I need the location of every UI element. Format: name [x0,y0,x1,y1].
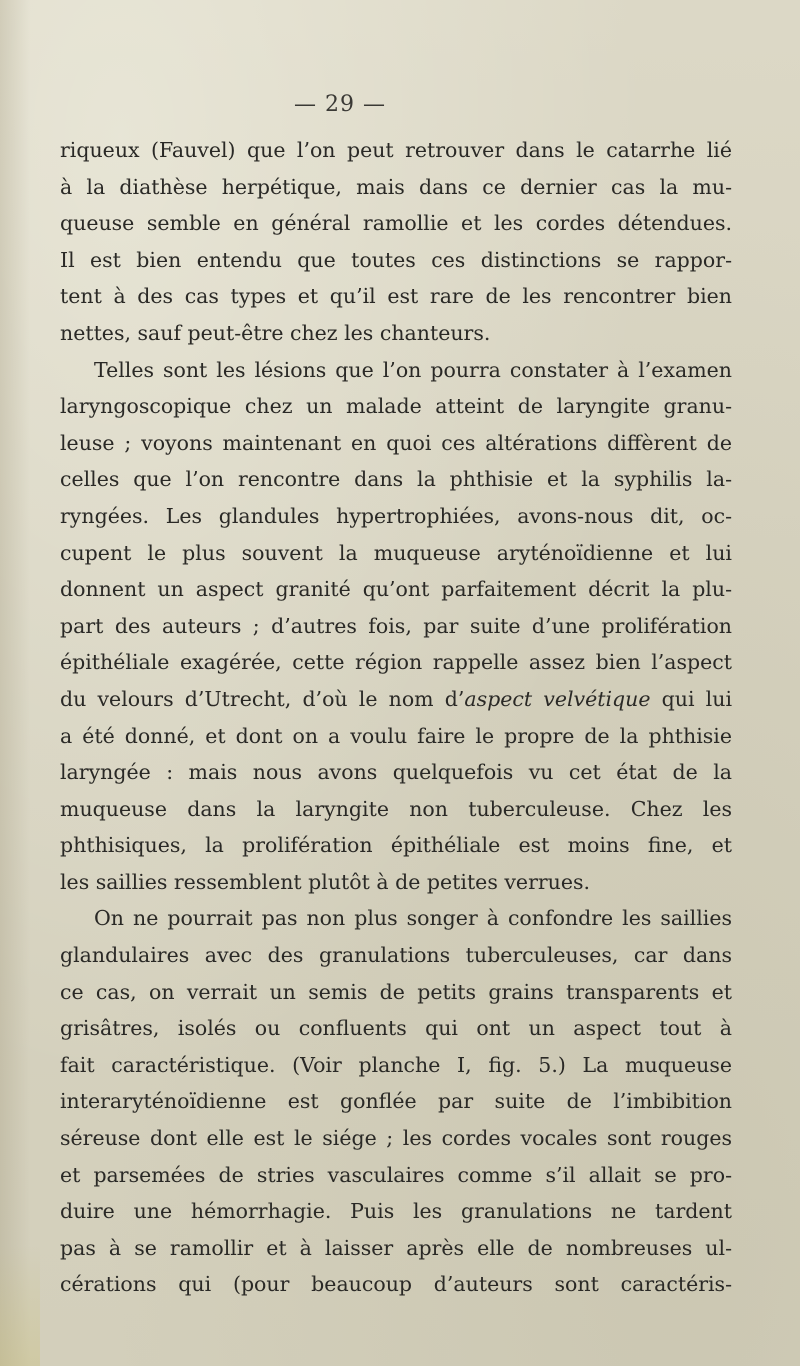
line-text: ce cas, on verrait un semis de petits grains transparents et [60,979,732,1004]
text-line [60,352,732,389]
line-text: donnent un aspect granité qu’ont parfaitement décrit la plu- [60,577,732,602]
line-text: grisâtres, isolés ou confluents qui ont un aspect tout à [60,1016,732,1041]
line-text: riqueux (Fauvel) que l’on peut retrouver dans le catarrhe lié [60,138,732,162]
line-text: à la diathèse herpétique, mais dans ce dernier cas la mu- [60,174,732,199]
line-text: On ne pourrait pas non plus songer à confondre les saillies [94,906,732,931]
line-text-italic: aspect velvétique [464,686,651,711]
line-text: interaryténoïdienne est gonflée par suite de l’imbibition [60,1089,732,1114]
line-text: ryngées. Les glandules hypertrophiées, avons-nous dit, oc- [60,503,732,528]
text-line [60,1083,732,1120]
text-line [60,718,732,755]
line-text: et parsemées de stries vasculaires comme s’il allait se pro- [60,1162,732,1187]
page-edge-shadow [0,0,30,1366]
page-corner-stain [0,1246,40,1366]
text-line [60,425,732,462]
line-text: pas à se ramollir et à laisser après elle de nombreuses ul- [60,1235,732,1260]
line-text: cérations qui (pour beaucoup d’auteurs sont caractéris- [60,1272,732,1297]
line-text: tent à des cas types et qu’il est rare de les rencontrer bien [60,284,732,309]
text-line [60,864,732,901]
line-text: Il est bien entendu que toutes ces distinctions se rappor- [60,247,732,272]
line-text: les saillies ressemblent plutôt à de petites verrues. [60,869,591,894]
text-line [60,1010,732,1047]
body-text [60,132,732,1303]
line-text: laryngoscopique chez un malade atteint de laryngite granu- [60,394,732,419]
line-text: du velours d’Utrecht, d’où le nom d’ [60,686,465,711]
line-text: séreuse dont elle est le siége ; les cordes vocales sont rouges [60,1126,732,1151]
line-text: muqueuse dans la laryngite non tuberculeuse. Chez les [60,796,732,821]
text-line [60,1266,732,1303]
text-line [60,498,732,535]
line-text: épithéliale exagérée, cette région rappelle assez bien l’aspect [60,650,732,675]
text-line [60,791,732,828]
line-text: celles que l’on rencontre dans la phthisie et la syphilis la- [60,467,732,492]
line-text: glandulaires avec des granulations tuberculeuses, car dans [60,943,732,968]
line-text: laryngée : mais nous avons quelquefois vu cet état de la [60,760,732,785]
text-line [60,1120,732,1157]
text-line [60,169,732,206]
line-text: Telles sont les lésions que l’on pourra constater à l’examen [94,357,732,382]
line-text: cupent le plus souvent la muqueuse aryténoïdienne et lui [60,540,732,565]
text-line [60,461,732,498]
text-line [60,900,732,937]
text-line [60,315,732,352]
line-text: phthisiques, la prolifération épithéliale est moins fine, et [60,833,732,858]
text-line [60,937,732,974]
text-line [60,571,732,608]
text-line [60,205,732,242]
line-text: duire une hémorrhagie. Puis les granulations ne tardent [60,1199,732,1224]
page-number: — 29 — [294,92,386,117]
text-line [60,754,732,791]
text-line [60,242,732,279]
line-text: leuse ; voyons maintenant en quoi ces altérations diffèrent de [60,430,732,455]
line-text: nettes, sauf peut-être chez les chanteurs. [60,320,491,345]
text-line [60,132,732,169]
line-text: part des auteurs ; d’autres fois, par suite d’une prolifération [60,613,732,638]
text-line [60,681,732,718]
text-line [60,535,732,572]
text-line [60,278,732,315]
text-line [60,1047,732,1084]
line-text-after: qui lui [650,686,732,711]
text-line [60,1157,732,1194]
text-line [60,1230,732,1267]
line-text: queuse semble en général ramollie et les cordes détendues. [60,211,732,236]
text-line [60,644,732,681]
line-text: a été donné, et dont on a voulu faire le propre de la phthisie [60,723,732,748]
text-line [60,827,732,864]
text-line [60,388,732,425]
text-line [60,1193,732,1230]
text-line [60,608,732,645]
text-line [60,974,732,1011]
line-text: fait caractéristique. (Voir planche I, fig. 5.) La muqueuse [60,1052,732,1077]
